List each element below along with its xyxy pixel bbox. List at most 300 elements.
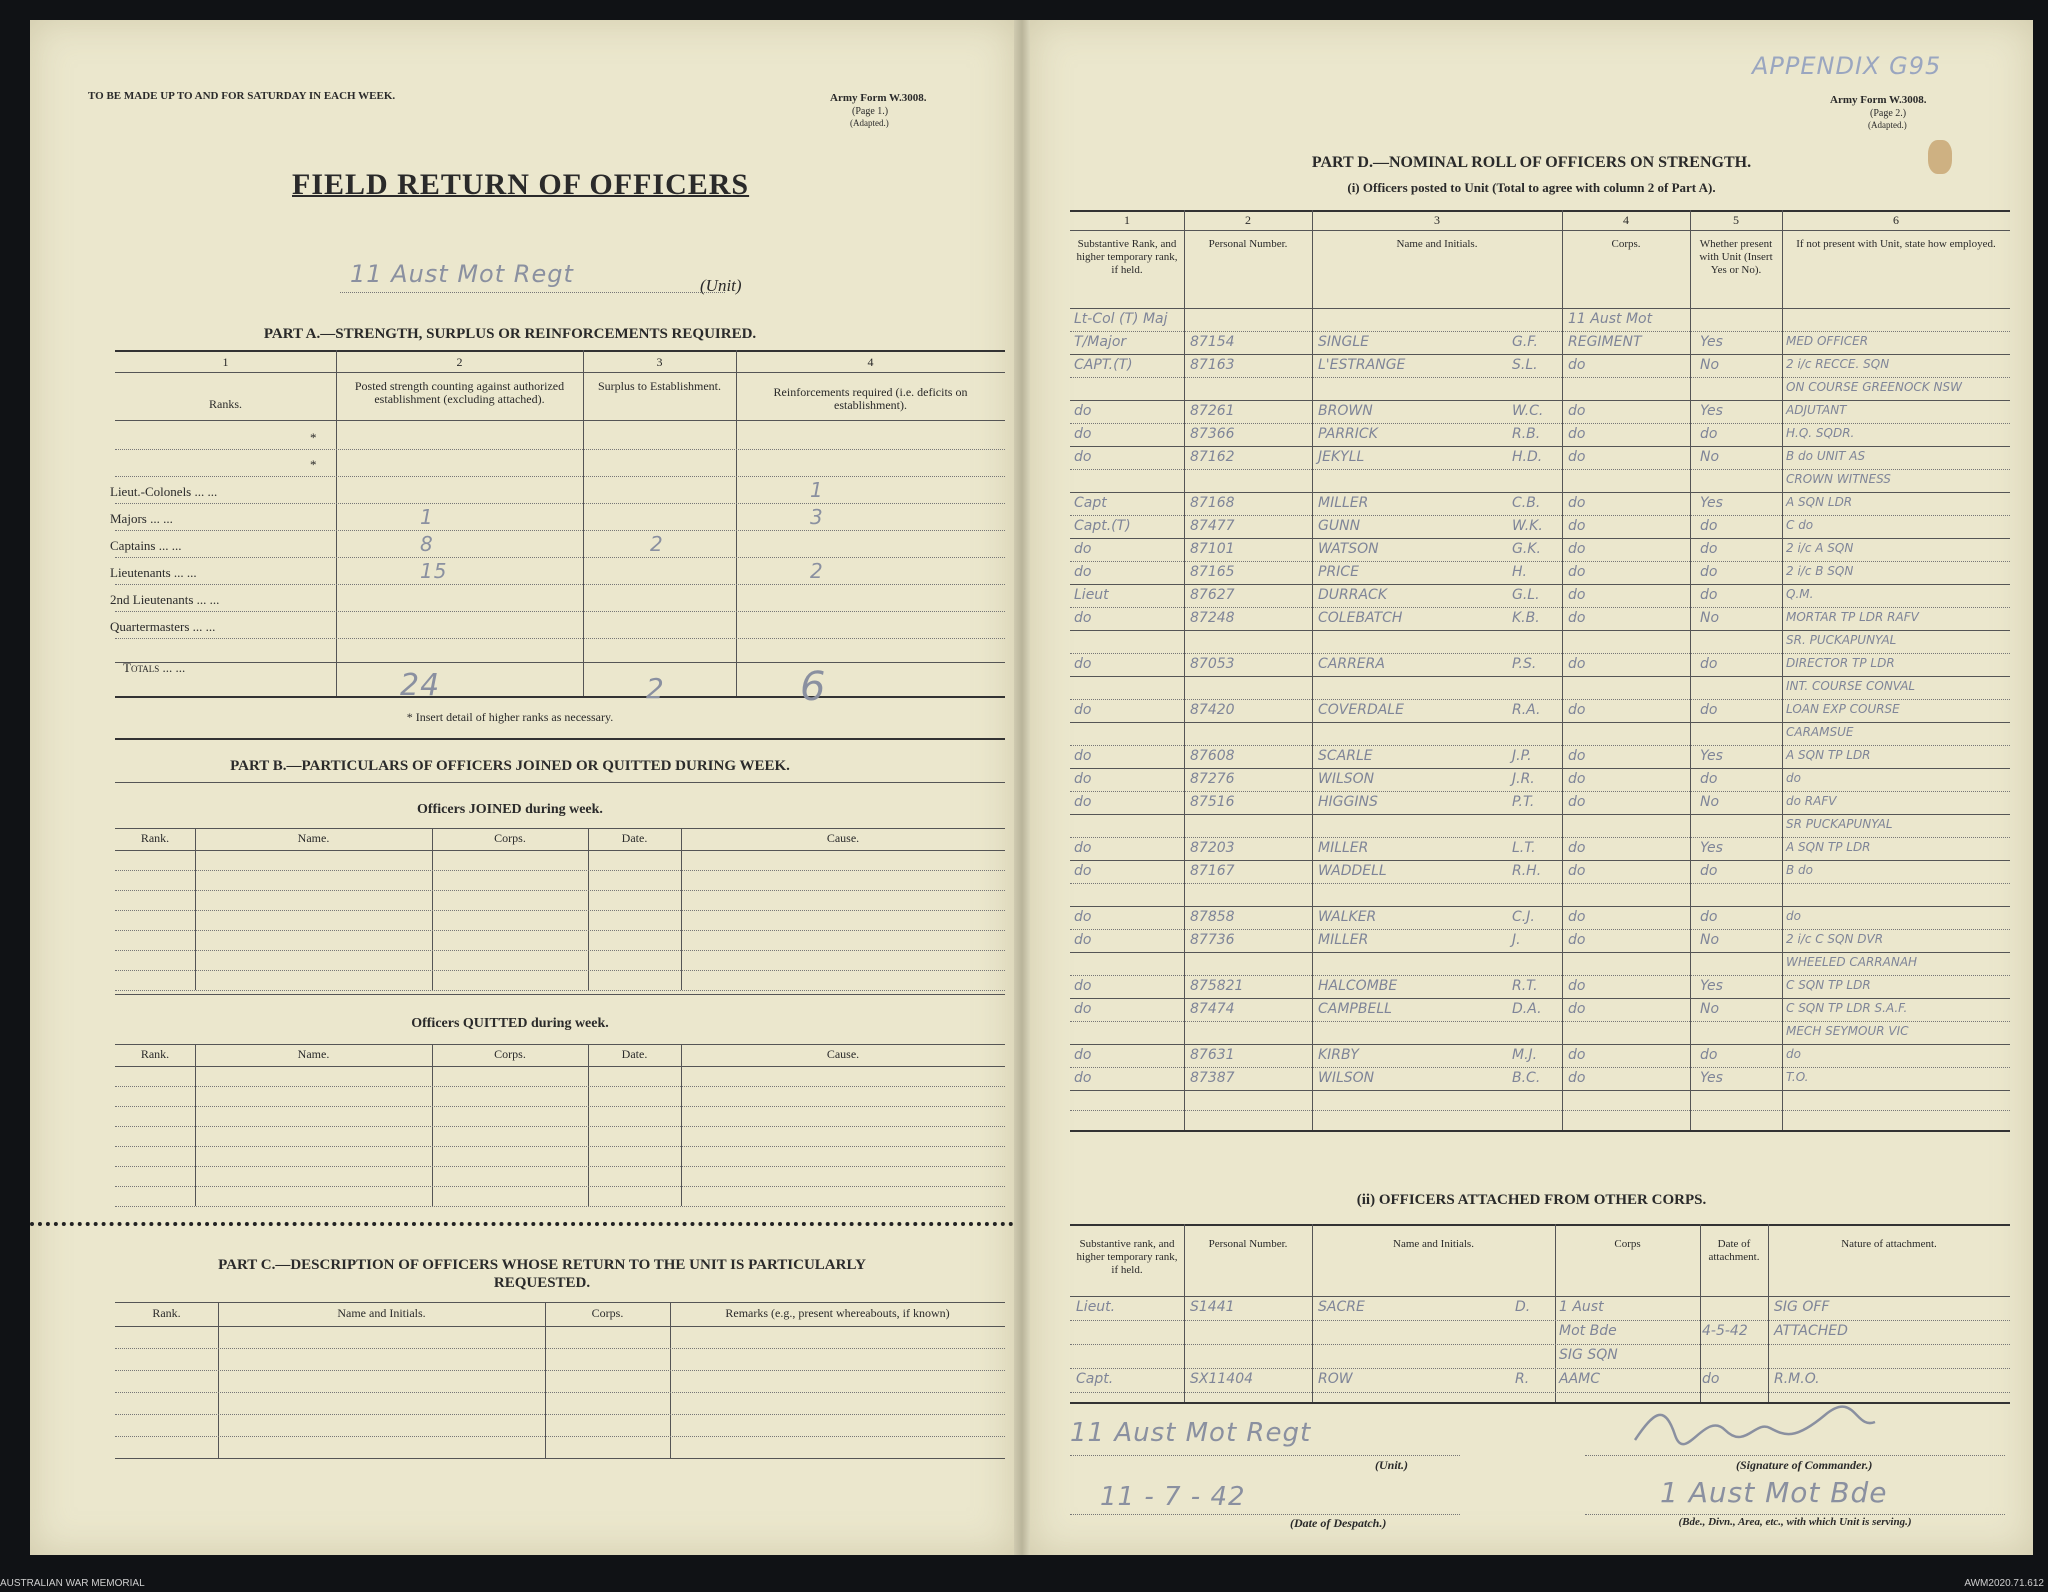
part-d-col-header: Substantive Rank, and higher temporary rank, if held. — [1076, 238, 1178, 276]
roll-employ: A SQN LDR — [1786, 495, 1853, 509]
roll-employ: C do — [1786, 518, 1814, 532]
row-rule — [1070, 492, 2010, 493]
attached-col-header: Personal Number. — [1208, 1238, 1288, 1250]
roll-rank: CAPT.(T) — [1074, 357, 1133, 373]
roll-present: do — [1700, 656, 1718, 672]
roll-corps: do — [1568, 449, 1586, 465]
formation-handwritten: 1 Aust Mot Bde — [1660, 1476, 1888, 1509]
part-c-col-header: Rank. — [152, 1306, 181, 1320]
roll-employ: SR PUCKAPUNYAL — [1786, 817, 1893, 831]
part-a-reinf: 2 — [810, 559, 824, 583]
quitted-col-header: Corps. — [494, 1047, 526, 1061]
part-a-footnote: * Insert detail of higher ranks as necessary. — [406, 710, 614, 724]
part-d-colnum: 5 — [1733, 213, 1739, 227]
roll-present: do — [1700, 1047, 1718, 1063]
roll-init: P.S. — [1512, 656, 1537, 672]
part-a-colnum-2: 2 — [456, 355, 463, 369]
roll-name: MILLER — [1318, 932, 1369, 948]
roll-rank: do — [1074, 426, 1092, 442]
roll-employ: WHEELED CARRANAH — [1786, 955, 1918, 969]
roll-name: DURRACK — [1318, 587, 1388, 603]
table-rule — [115, 850, 1005, 851]
roll-present: do — [1700, 426, 1718, 442]
row-rule — [115, 870, 1005, 871]
roll-rank: do — [1074, 932, 1092, 948]
row-rule — [1070, 1344, 2010, 1345]
roll-name: PRICE — [1318, 564, 1359, 580]
attached-nature: R.M.O. — [1774, 1371, 1820, 1387]
roll-num: 87163 — [1190, 357, 1235, 373]
part-d-col-header: If not present with Unit, state how employed. — [1796, 238, 1996, 250]
form-id: Army Form W.3008. — [830, 92, 927, 104]
roll-employ: do RAFV — [1786, 794, 1837, 808]
row-rule — [1070, 1067, 2010, 1068]
roll-employ: 2 i/c A SQN — [1786, 541, 1854, 555]
part-a-rank: Lieut.-Colonels ... ... — [110, 484, 218, 499]
row-rule — [115, 890, 1005, 891]
right-page — [1030, 20, 2033, 1555]
column-rule — [1312, 1224, 1313, 1402]
table-rule — [115, 1302, 1005, 1303]
row-rule — [1070, 561, 2010, 562]
roll-num: 87631 — [1190, 1047, 1235, 1063]
attached-col-header: Corps — [1614, 1238, 1641, 1250]
roll-num: 87053 — [1190, 656, 1235, 672]
roll-corps: do — [1568, 518, 1586, 534]
roll-name: COLEBATCH — [1318, 610, 1403, 626]
roll-num: 87516 — [1190, 794, 1235, 810]
row-rule — [1070, 998, 2010, 999]
attached-num: S1441 — [1190, 1299, 1235, 1315]
part-a-colnum-3: 3 — [656, 355, 663, 369]
attached-corps: SIG SQN — [1559, 1347, 1618, 1363]
column-rule — [670, 1302, 671, 1458]
roll-rank: T/Major — [1074, 334, 1127, 350]
caption-left: AUSTRALIAN WAR MEMORIAL — [0, 1578, 145, 1589]
part-d-colnum: 4 — [1623, 213, 1629, 227]
attached-init: D. — [1515, 1299, 1531, 1315]
roll-name: WATSON — [1318, 541, 1379, 557]
part-a-rank: Captains ... ... — [110, 538, 182, 553]
row-rule — [115, 1348, 1005, 1349]
attached-init: R. — [1515, 1371, 1530, 1387]
row-rule — [1070, 952, 2010, 953]
roll-employ: do — [1786, 771, 1801, 785]
roll-employ: C SQN TP LDR — [1786, 978, 1871, 992]
table-rule — [115, 1044, 1005, 1045]
roll-employ: CROWN WITNESS — [1786, 472, 1891, 486]
row-rule — [1070, 630, 2010, 631]
roll-rank: Capt — [1074, 495, 1107, 511]
row-rule — [1070, 722, 2010, 723]
column-rule — [218, 1302, 219, 1458]
roll-init: P.T. — [1512, 794, 1535, 810]
roll-rank: do — [1074, 564, 1092, 580]
part-c-heading-line2: REQUESTED. — [493, 1275, 591, 1291]
attached-name: SACRE — [1318, 1299, 1365, 1315]
roll-name: HALCOMBE — [1318, 978, 1398, 994]
row-rule — [1070, 354, 2010, 355]
roll-init: M.J. — [1512, 1047, 1538, 1063]
row-rule — [1070, 515, 2010, 516]
row-rule — [1070, 446, 2010, 447]
column-rule — [195, 828, 196, 990]
roll-corps: do — [1568, 771, 1586, 787]
roll-num: 87608 — [1190, 748, 1235, 764]
roll-rank: do — [1074, 909, 1092, 925]
row-rule — [1070, 791, 2010, 792]
column-rule — [1312, 210, 1313, 1130]
attached-date: do — [1702, 1371, 1720, 1387]
attached-corps: 1 Aust — [1559, 1299, 1604, 1315]
roll-corps: do — [1568, 863, 1586, 879]
attached-col-header: Nature of attachment. — [1841, 1238, 1937, 1250]
table-rule — [1070, 308, 2010, 309]
roll-name: SINGLE — [1318, 334, 1369, 350]
roll-present: Yes — [1700, 1070, 1723, 1086]
row-rule — [115, 584, 1005, 585]
roll-name: L'ESTRANGE — [1318, 357, 1406, 373]
roll-present: do — [1700, 771, 1718, 787]
part-a-header-posted: Posted strength counting against authorized establishment (excluding attached). — [354, 379, 565, 406]
attached-rank: Capt. — [1076, 1371, 1114, 1387]
row-rule — [1070, 1110, 2010, 1111]
table-rule — [115, 828, 1005, 829]
roll-corps: do — [1568, 656, 1586, 672]
column-rule — [681, 828, 682, 990]
roll-init: G.K. — [1512, 541, 1541, 557]
roll-init: G.L. — [1512, 587, 1540, 603]
part-d-colnum: 1 — [1124, 213, 1130, 227]
roll-init: R.T. — [1512, 978, 1538, 994]
roll-name: CARRERA — [1318, 656, 1385, 672]
roll-rank: do — [1074, 840, 1092, 856]
table-rule — [1070, 1224, 2010, 1226]
roll-employ: do — [1786, 909, 1801, 923]
totals-reinf: 6 — [800, 664, 827, 710]
roll-present: do — [1700, 541, 1718, 557]
roll-corps: do — [1568, 541, 1586, 557]
roll-num: 87167 — [1190, 863, 1235, 879]
row-rule — [115, 990, 1005, 991]
roll-name: BROWN — [1318, 403, 1373, 419]
part-a-posted: 8 — [420, 532, 434, 556]
row-rule — [1070, 331, 2010, 332]
roll-present: Yes — [1700, 840, 1723, 856]
roll-name: WILSON — [1318, 771, 1375, 787]
roll-rank: do — [1074, 656, 1092, 672]
row-rule — [1070, 745, 2010, 746]
roll-corps: do — [1568, 1001, 1586, 1017]
adapted-note: (Adapted.) — [850, 118, 889, 128]
roll-present: do — [1700, 863, 1718, 879]
attached-rank: Lieut. — [1076, 1299, 1116, 1315]
row-rule — [115, 1186, 1005, 1187]
roll-corps: do — [1568, 357, 1586, 373]
joined-col-header: Name. — [297, 831, 330, 845]
roll-name: WALKER — [1318, 909, 1377, 925]
table-rule — [1070, 230, 2010, 231]
column-rule — [1782, 210, 1783, 1130]
roll-present: No — [1700, 610, 1720, 626]
row-rule — [1070, 975, 2010, 976]
attached-heading: (ii) OFFICERS ATTACHED FROM OTHER CORPS. — [1356, 1192, 1707, 1208]
roll-employ: Q.M. — [1786, 587, 1814, 601]
row-rule — [115, 1206, 1005, 1207]
roll-present: No — [1700, 932, 1720, 948]
roll-employ: do — [1786, 1047, 1801, 1061]
attached-nature: SIG OFF — [1774, 1299, 1830, 1315]
row-rule — [115, 1126, 1005, 1127]
attached-name: ROW — [1318, 1371, 1353, 1387]
row-rule — [115, 1166, 1005, 1167]
row-rule — [1070, 676, 2010, 677]
roll-name: WILSON — [1318, 1070, 1375, 1086]
roll-rank: do — [1074, 978, 1092, 994]
roll-employ: B do UNIT AS — [1786, 449, 1866, 463]
roll-employ: MORTAR TP LDR RAFV — [1786, 610, 1919, 624]
roll-corps: do — [1568, 702, 1586, 718]
roll-employ: MECH SEYMOUR VIC — [1786, 1024, 1909, 1038]
roll-employ: CARAMSUE — [1786, 725, 1854, 739]
roll-num: 87736 — [1190, 932, 1235, 948]
roll-rank: do — [1074, 1070, 1092, 1086]
date-label: (Date of Despatch.) — [1290, 1516, 1387, 1530]
part-a-rank: * — [310, 457, 317, 472]
roll-corps: do — [1568, 748, 1586, 764]
part-d-col-header: Whether present with Unit (Insert Yes or No). — [1699, 238, 1773, 276]
quitted-col-header: Date. — [621, 1047, 648, 1061]
table-rule — [115, 1326, 1005, 1327]
row-rule — [115, 530, 1005, 531]
roll-corps: REGIMENT — [1568, 334, 1642, 350]
column-rule — [588, 828, 589, 990]
roll-num: 87366 — [1190, 426, 1235, 442]
roll-corps: do — [1568, 794, 1586, 810]
part-a-rank: Quartermasters ... ... — [110, 619, 216, 634]
roll-corps: 11 Aust Mot — [1568, 311, 1653, 327]
part-d-sub: (i) Officers posted to Unit (Total to agree with column 2 of Part A). — [1347, 180, 1716, 195]
roll-employ: H.Q. SQDR. — [1786, 426, 1855, 440]
roll-employ: 2 i/c B SQN — [1786, 564, 1854, 578]
binding-spine — [1014, 20, 1030, 1555]
roll-employ: T.O. — [1786, 1070, 1809, 1084]
row-rule — [1070, 1392, 2010, 1393]
roll-name: COVERDALE — [1318, 702, 1404, 718]
roll-rank: do — [1074, 541, 1092, 557]
roll-name: GUNN — [1318, 518, 1361, 534]
row-rule — [1070, 607, 2010, 608]
part-a-surplus: 2 — [650, 532, 664, 556]
row-rule — [115, 638, 1005, 639]
roll-num: 87101 — [1190, 541, 1235, 557]
column-rule — [1184, 1224, 1185, 1402]
column-rule — [432, 1044, 433, 1206]
roll-rank: do — [1074, 1001, 1092, 1017]
joined-heading: Officers JOINED during week. — [417, 802, 603, 817]
part-a-posted: 1 — [420, 505, 434, 529]
roll-name: KIRBY — [1318, 1047, 1359, 1063]
roll-rank: do — [1074, 794, 1092, 810]
joined-col-header: Corps. — [494, 831, 526, 845]
roll-present: do — [1700, 564, 1718, 580]
row-rule — [1070, 584, 2010, 585]
column-rule — [1690, 210, 1691, 1130]
roll-employ: INT. COURSE CONVAL — [1786, 679, 1916, 693]
roll-rank: do — [1074, 610, 1092, 626]
column-rule — [545, 1302, 546, 1458]
row-rule — [115, 503, 1005, 504]
page-title: FIELD RETURN OF OFFICERS — [292, 168, 750, 201]
part-d-colnum: 6 — [1893, 213, 1899, 227]
part-b-heading: PART B.—PARTICULARS OF OFFICERS JOINED OR QUITTED DURING WEEK. — [230, 758, 790, 774]
roll-present: do — [1700, 518, 1718, 534]
roll-num: 87420 — [1190, 702, 1235, 718]
roll-name: SCARLE — [1318, 748, 1373, 764]
part-a-heading: PART A.—STRENGTH, SURPLUS OR REINFORCEMENTS REQUIRED. — [263, 326, 757, 342]
joined-col-header: Rank. — [140, 831, 170, 845]
row-rule — [115, 1370, 1005, 1371]
totals-label: Totals ... ... — [123, 660, 186, 675]
attached-date: 4-5-42 — [1702, 1323, 1748, 1339]
left-page — [30, 20, 1014, 1555]
row-rule — [1070, 1090, 2010, 1091]
unit-handwritten: 11 Aust Mot Regt — [350, 260, 574, 288]
roll-present: No — [1700, 1001, 1720, 1017]
roll-num: 87276 — [1190, 771, 1235, 787]
roll-name: WADDELL — [1318, 863, 1387, 879]
part-a-rank: Majors ... ... — [110, 511, 173, 526]
roll-name: JEKYLL — [1318, 449, 1365, 465]
roll-init: J.R. — [1512, 771, 1535, 787]
roll-present: Yes — [1700, 403, 1723, 419]
roll-init: C.B. — [1512, 495, 1541, 511]
part-d-colnum: 2 — [1245, 213, 1251, 227]
roll-present: Yes — [1700, 978, 1723, 994]
column-rule — [1562, 210, 1563, 1130]
roll-corps: do — [1568, 932, 1586, 948]
roll-init: H. — [1512, 564, 1527, 580]
part-d-heading: PART D.—NOMINAL ROLL OF OFFICERS ON STRENGTH. — [1311, 154, 1752, 171]
roll-num: 87168 — [1190, 495, 1235, 511]
roll-present: No — [1700, 449, 1720, 465]
roll-corps: do — [1568, 426, 1586, 442]
part-a-rank: * — [310, 430, 317, 445]
roll-name: MILLER — [1318, 495, 1369, 511]
column-rule — [588, 1044, 589, 1206]
row-rule — [115, 557, 1005, 558]
part-a-header-surplus: Surplus to Establishment. — [598, 379, 721, 393]
roll-name: CAMPBELL — [1318, 1001, 1392, 1017]
part-a-colnum-4: 4 — [867, 355, 874, 369]
roll-present: do — [1700, 587, 1718, 603]
row-rule — [1070, 400, 2010, 401]
roll-corps: do — [1568, 1070, 1586, 1086]
roll-employ: DIRECTOR TP LDR — [1786, 656, 1895, 670]
roll-rank: do — [1074, 403, 1092, 419]
roll-employ: 2 i/c C SQN DVR — [1786, 932, 1884, 946]
part-c-col-header: Name and Initials. — [337, 1306, 426, 1320]
row-rule — [115, 1392, 1005, 1393]
date-handwritten: 11 - 7 - 42 — [1100, 1482, 1246, 1512]
table-rule — [1070, 1130, 2010, 1132]
attached-col-header: Name and Initials. — [1393, 1238, 1474, 1250]
roll-init: R.B. — [1512, 426, 1541, 442]
roll-num: 87203 — [1190, 840, 1235, 856]
roll-num: 87165 — [1190, 564, 1235, 580]
roll-corps: do — [1568, 587, 1586, 603]
part-d-col-header: Corps. — [1611, 238, 1641, 250]
row-rule — [1070, 653, 2010, 654]
appendix-note: APPENDIX G95 — [1752, 52, 1942, 80]
table-rule — [1070, 1296, 2010, 1297]
roll-num: 87248 — [1190, 610, 1235, 626]
roll-employ: MED OFFICER — [1786, 334, 1869, 348]
row-rule — [115, 910, 1005, 911]
attached-col-header: Date of attachment. — [1708, 1238, 1760, 1263]
roll-rank: do — [1074, 449, 1092, 465]
joined-col-header: Cause. — [826, 831, 860, 845]
column-rule — [432, 828, 433, 990]
row-rule — [1070, 699, 2010, 700]
part-c-col-header: Corps. — [591, 1306, 624, 1320]
roll-corps: do — [1568, 840, 1586, 856]
table-rule — [115, 1066, 1005, 1067]
adapted-note-right: (Adapted.) — [1868, 120, 1907, 130]
table-rule — [1070, 210, 2010, 212]
roll-init: W.C. — [1512, 403, 1544, 419]
roll-init: S.L. — [1512, 357, 1538, 373]
caption-right: AWM2020.71.612 — [1964, 1578, 2044, 1589]
roll-num: 87387 — [1190, 1070, 1235, 1086]
roll-init: W.K. — [1512, 518, 1543, 534]
part-d-colnum: 3 — [1434, 213, 1440, 227]
roll-init: J. — [1512, 932, 1521, 948]
roll-init: J.P. — [1512, 748, 1532, 764]
roll-init: D.A. — [1512, 1001, 1542, 1017]
row-rule — [1070, 1021, 2010, 1022]
roll-num: 87162 — [1190, 449, 1235, 465]
signature-label: (Signature of Commander.) — [1736, 1458, 1873, 1472]
part-a-rank: Lieutenants ... ... — [110, 565, 197, 580]
roll-corps: do — [1568, 610, 1586, 626]
row-rule — [1070, 1044, 2010, 1045]
attached-col-header: Substantive rank, and higher temporary rank, if held. — [1076, 1238, 1178, 1276]
row-rule — [1070, 768, 2010, 769]
column-rule — [1184, 210, 1185, 1130]
roll-rank: do — [1074, 1047, 1092, 1063]
row-rule — [115, 611, 1005, 612]
row-rule — [1070, 538, 2010, 539]
roll-employ: A SQN TP LDR — [1786, 840, 1871, 854]
roll-init: G.F. — [1512, 334, 1538, 350]
row-rule — [1070, 1320, 2010, 1321]
roll-num: 87858 — [1190, 909, 1235, 925]
column-rule — [1555, 1224, 1556, 1402]
roll-employ: 2 i/c RECCE. SQN — [1786, 357, 1890, 371]
row-rule — [115, 476, 1005, 477]
roll-rank: Capt.(T) — [1074, 518, 1131, 534]
totals-posted: 24 — [400, 668, 441, 703]
roll-employ: B do — [1786, 863, 1814, 877]
column-rule — [1768, 1224, 1769, 1402]
row-rule — [115, 1086, 1005, 1087]
roll-init: K.B. — [1512, 610, 1540, 626]
roll-init: R.A. — [1512, 702, 1541, 718]
unit-label-right: (Unit.) — [1375, 1458, 1408, 1472]
column-rule — [195, 1044, 196, 1206]
row-rule — [115, 970, 1005, 971]
